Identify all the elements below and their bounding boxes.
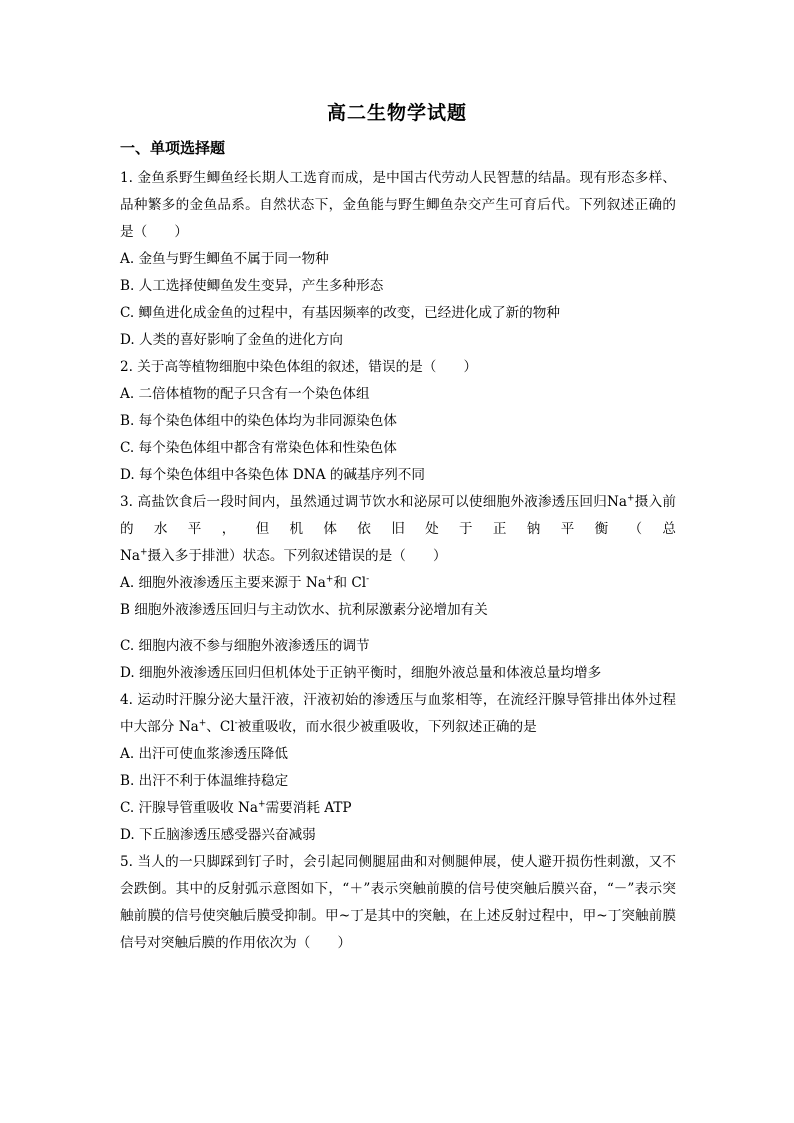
- question-4-option-c: [120, 795, 676, 822]
- question-1-option-c: C. 鲫鱼进化成金鱼的过程中，有基因频率的改变，已经进化成了新的物种: [120, 305, 560, 321]
- question-1-option-d: D. 人类的喜好影响了金鱼的进化方向: [120, 332, 343, 348]
- page-title: 高二生物学试题: [326, 102, 467, 124]
- question-4-stem-part-3: 被重吸收，而水很少被重吸收，下列叙述正确的是: [237, 719, 537, 735]
- superscript-minus: -: [234, 718, 238, 729]
- question-1-stem: 1. 金鱼系野生鲫鱼经长期人工选育而成，是中国古代劳动人民智慧的结晶。现有形态多样、品种繁多的金鱼品系。自然状态下，金鱼能与野生鲫鱼杂交产生可育后代。下列叙述正确的是（ ）: [120, 170, 676, 240]
- question-4-stem-part-2: 、Cl: [206, 719, 235, 735]
- question-3-option-c: C. 细胞内液不参与细胞外液渗透压的调节: [120, 638, 370, 654]
- question-1-option-a: A. 金鱼与野生鲫鱼不属于同一物种: [120, 251, 329, 267]
- section-heading: 一、单项选择题: [120, 139, 226, 157]
- question-2-stem: 2. 关于高等植物细胞中染色体组的叙述，错误的是（ ）: [120, 359, 478, 375]
- question-2-option-a: A. 二倍体植物的配子只含有一个染色体组: [120, 386, 370, 402]
- superscript-plus: +: [258, 799, 266, 810]
- question-list: [120, 165, 676, 957]
- question-3-stem-part-1: 3. 高盐饮食后一段时间内，虽然通过调节饮水和泌尿可以使细胞外液渗透压回归Na: [120, 494, 628, 510]
- superscript-plus: +: [325, 574, 334, 585]
- superscript-plus: +: [140, 547, 148, 558]
- question-4-option-c-part-2: 需要消耗 ATP: [265, 800, 352, 816]
- question-4-option-d: D. 下丘脑渗透压感受器兴奋减弱: [120, 827, 316, 843]
- question-3-option-a: [120, 570, 676, 597]
- question-5-stem: 5. 当人的一只脚踩到钉子时，会引起同侧腿屈曲和对侧腿伸展，使人避开损伤性刺激，又不会跌倒。其中的反射弧示意图如下，“＋”表示突触前膜的信号使突触后膜兴奋，“－”表示突触前膜的信号使突触后膜受抑制。甲~丁是其中的突触，在上述反射过程中，甲~丁突触前膜信号对突触后膜的作用依次为（ ）: [120, 854, 676, 951]
- question-3-stem: [120, 489, 676, 570]
- question-4-option-a: A. 出汗可使血浆渗透压降低: [120, 746, 288, 762]
- question-3-option-b: B 细胞外液渗透压回归与主动饮水、抗利尿激素分泌增加有关: [120, 602, 488, 618]
- question-4-stem-part-1: 4. 运动时汗腺分泌大量汗液，汗液初始的渗透压与血浆相等，在流经汗腺导管排出体外过程中大部分 Na: [120, 692, 676, 735]
- question-2-option-d: D. 每个染色体组中各染色体 DNA 的碱基序列不同: [120, 467, 425, 483]
- question-1-option-b: B. 人工选择使鲫鱼发生变异，产生多种形态: [120, 278, 384, 294]
- superscript-minus: -: [366, 574, 370, 585]
- superscript-plus: +: [198, 718, 207, 729]
- question-2-option-c: C. 每个染色体组中都含有常染色体和性染色体: [120, 440, 397, 456]
- question-3-option-a-part-2: 和 Cl: [333, 575, 367, 591]
- question-2-option-b: B. 每个染色体组中的染色体均为非同源染色体: [120, 413, 397, 429]
- question-3-stem-part-3: 摄入多于排泄）状态。下列叙述错误的是（ ）: [147, 548, 447, 564]
- question-4-option-c-part-1: C. 汗腺导管重吸收 Na: [120, 800, 259, 816]
- question-3-option-d: D. 细胞外液渗透压回归但机体处于正钠平衡时，细胞外液总量和体液总量均增多: [120, 665, 602, 681]
- superscript-plus: +: [627, 493, 635, 504]
- question-4-option-b: B. 出汗不利于体温维持稳定: [120, 773, 289, 789]
- question-4-stem: [120, 687, 676, 741]
- question-3-stem-part-2: 摄入前的水平，但机体依旧处于正钠平衡（总 Na: [120, 494, 677, 564]
- question-3-option-a-part-1: A. 细胞外液渗透压主要来源于 Na: [120, 575, 326, 591]
